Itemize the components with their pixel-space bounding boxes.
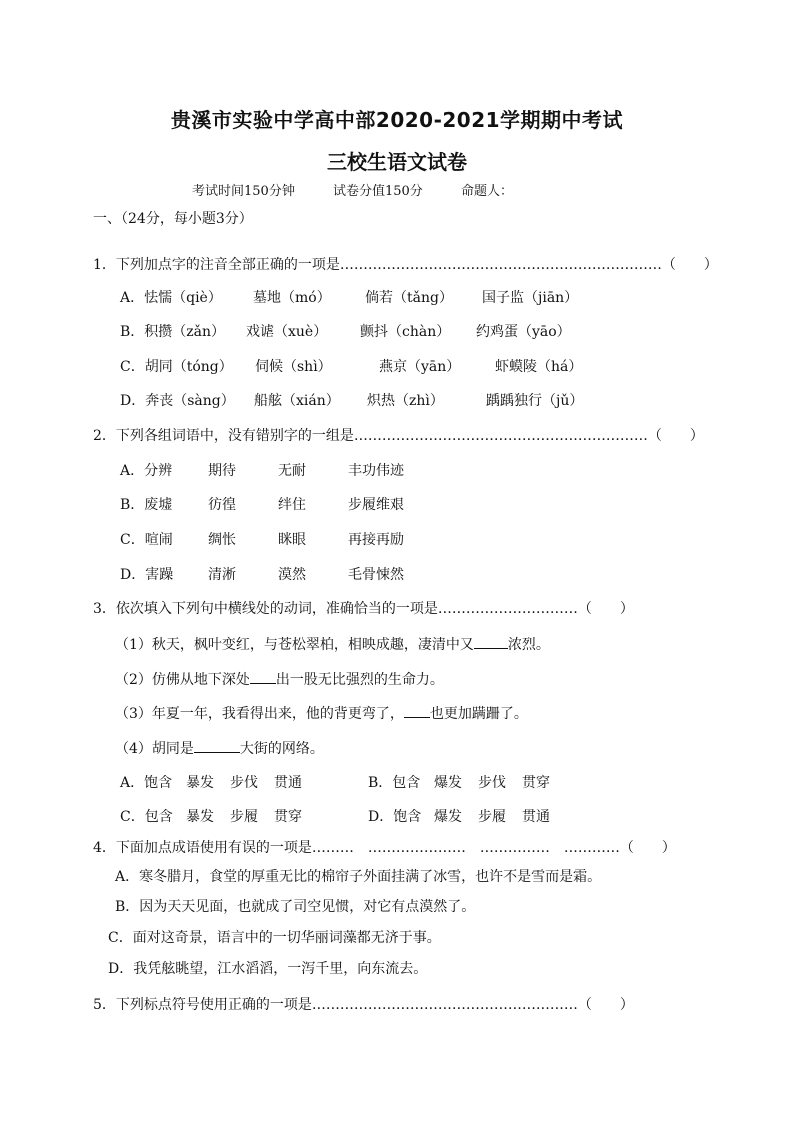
question-2-option-c: C．喧闹 绸怅 眯眼 再接再励	[120, 532, 404, 548]
question-1-option-a: A．怯懦（qiè） 墓地（mó） 倘若（tǎng） 国子监（jiān）	[120, 290, 579, 306]
question-4-option-a: A．寒冬腊月，食堂的厚重无比的棉帘子外面挂满了冰雪，也许不是雪而是霜。	[115, 869, 602, 885]
question-3-stem: 3．依次填入下列句中横线处的动词，准确恰当的一项是…………………………（ ）	[93, 601, 634, 617]
exam-score: 试卷分值150分	[332, 184, 423, 199]
exam-time: 考试时间150分钟	[192, 184, 295, 199]
exam-title: 贵溪市实验中学高中部2020-2021学期期中考试	[170, 108, 624, 132]
question-1-option-b: B．积攒（zǎn） 戏谑（xuè） 颤抖（chàn） 约鸡蛋（yāo）	[120, 324, 571, 340]
question-3-option-a: A．饱含 暴发 步伐 贯通	[120, 775, 302, 791]
question-3-option-c: C．包含 暴发 步履 贯穿	[120, 809, 302, 825]
question-4-option-c: C．面对这奇景，语言中的一切华丽词藻都无济于事。	[108, 930, 441, 946]
question-4-option-d: D．我凭舷眺望，江水滔滔，一泻千里，向东流去。	[108, 961, 428, 977]
question-3-sentence-2: （2）仿佛从地下深处 出一股无比强烈的生命力。	[115, 669, 444, 690]
fill-blank	[404, 703, 430, 718]
question-3-option-b: B．包含 爆发 步伐 贯穿	[368, 775, 550, 791]
fill-blank	[250, 669, 276, 684]
question-3-option-d: D．饱含 爆发 步履 贯通	[368, 809, 550, 825]
question-3-sentence-3: （3）年夏一年，我看得出来，他的背更弯了， 也更加蹒跚了。	[115, 703, 528, 724]
section-heading: 一、（24分，每小题3分）	[93, 211, 253, 227]
question-3-sentence-1: （1）秋天，枫叶变红，与苍松翠柏，相映成趣，凄清中又 浓烈。	[115, 634, 550, 655]
question-5-stem: 5．下列标点符号使用正确的一项是…………………………………………………（ ）	[93, 997, 634, 1013]
question-4-option-b: B．因为天天见面，也就成了司空见惯，对它有点漠然了。	[115, 899, 476, 915]
exam-subtitle: 三校生语文试卷	[327, 150, 467, 174]
question-2-option-b: B．废墟 彷徨 绊住 步履维艰	[120, 497, 404, 513]
exam-author: 命题人：	[460, 184, 513, 199]
question-1-option-c: C．胡同（tóng） 伺候（shì） 燕京（yān） 虾蟆陵（há）	[120, 359, 583, 375]
question-2-option-a: A．分辨 期待 无耐 丰功伟迹	[120, 463, 404, 479]
question-2-stem: 2．下列各组词语中，没有错别字的一组是………………………………………………………（ ）	[93, 428, 704, 444]
question-4-stem: 4．下面加点成语使用有误的一项是……… ………………… …………… …………（ ）	[93, 840, 676, 856]
question-1-option-d: D．奔丧（sàng） 船舷（xián） 炽热（zhì） 踽踽独行（jǔ）	[120, 393, 584, 409]
question-2-option-d: D．害躁 清淅 漠然 毛骨悚然	[120, 567, 404, 583]
question-1-stem: 1．下列加点字的注音全部正确的一项是……………………………………………………………（ ）	[93, 257, 718, 273]
exam-info	[192, 180, 547, 199]
question-3-sentence-4: （4）胡同是 大街的网络。	[115, 738, 324, 759]
fill-blank	[474, 634, 508, 649]
fill-blank	[194, 738, 240, 753]
